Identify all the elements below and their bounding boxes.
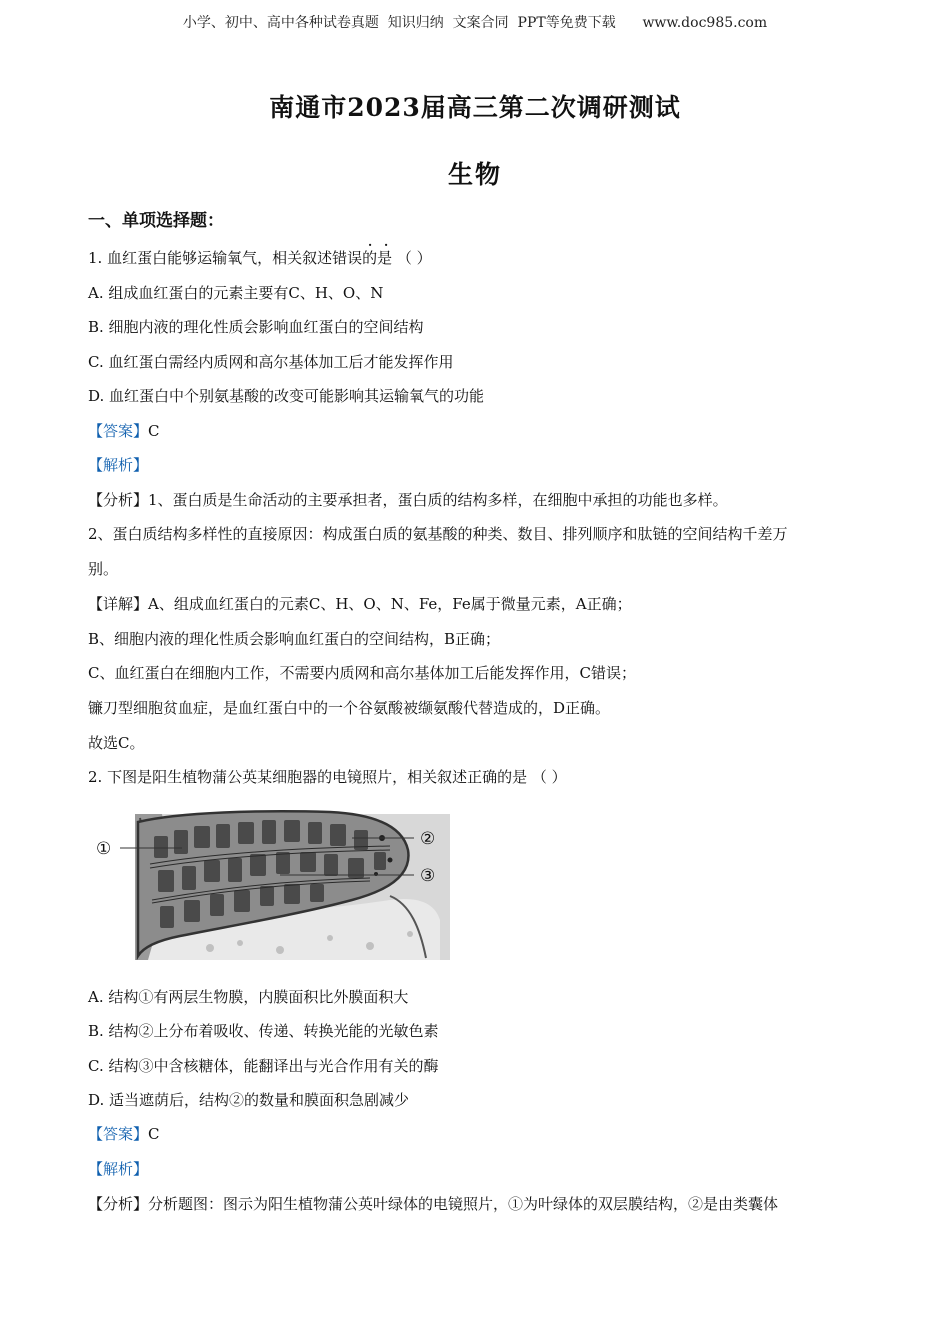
q1-option-c: C. 血红蛋白需经内质网和高尔基体加工后才能发挥作用 [88, 353, 454, 371]
figure-label-1: ① [96, 839, 112, 859]
answer-value: C [148, 1125, 160, 1143]
q2-fenxi-1 [88, 1193, 878, 1215]
q1-fenxi-1 [88, 489, 878, 511]
q1-option-a: A. 组成血红蛋白的元素主要有C、H、O、N [88, 284, 384, 302]
q2-analysis-tag: 【解析】 [88, 1160, 149, 1178]
chloroplast-micrograph [90, 808, 450, 960]
fenxi-tag: 【分析】 [88, 1195, 149, 1213]
q1-xiangjie-2: B、细胞内液的理化性质会影响血红蛋白的空间结构，B正确； [88, 630, 501, 648]
exam-title: 南通市2023届高三第二次调研测试 [269, 93, 681, 122]
fenxi-text: 1、蛋白质是生命活动的主要承担者，蛋白质的结构多样，在细胞中承担的功能也多样。 [148, 491, 728, 509]
q2-option-a: A. 结构①有两层生物膜，内膜面积比外膜面积大 [88, 988, 409, 1006]
q1-xiangjie-4: 镰刀型细胞贫血症，是血红蛋白中的一个谷氨酸被缬氨酸代替造成的，D正确。 [88, 699, 611, 717]
figure-label-3: ③ [420, 866, 436, 886]
q1-xiangjie-3: C、血红蛋白在细胞内工作，不需要内质网和高尔基体加工后能发挥作用，C错误； [88, 664, 636, 682]
q2-option-b: B. 结构②上分布着吸收、传递、转换光能的光敏色素 [88, 1022, 439, 1040]
fenxi-text: 分析题图：图示为阳生植物蒲公英叶绿体的电镜照片，①为叶绿体的双层膜结构，②是由类囊体 [148, 1195, 779, 1213]
q2-option-d: D. 适当遮荫后，结构②的数量和膜面积急剧减少 [88, 1091, 410, 1109]
fenxi-tag: 【分析】 [88, 491, 149, 509]
q1-fenxi-2: 2、蛋白质结构多样性的直接原因：构成蛋白质的氨基酸的种类、数目、排列顺序和肽链的空间结构千差万 [88, 525, 788, 543]
figure-label-2: ② [420, 829, 436, 849]
q2-answer [88, 1123, 878, 1145]
answer-value: C [148, 422, 160, 440]
xiangjie-text: A、组成血红蛋白的元素C、H、O、N、Fe，Fe属于微量元素，A正确； [148, 595, 632, 613]
emphasis-dot: · [368, 238, 373, 252]
q1-fenxi-3: 别。 [88, 560, 119, 578]
q1-option-d: D. 血红蛋白中个别氨基酸的改变可能影响其运输氧气的功能 [88, 387, 485, 405]
page-header: 小学、初中、高中各种试卷真题 知识归纳 文案合同 PPT等免费下载 www.doc985.com [182, 15, 768, 31]
q1-xiangjie-1 [88, 593, 878, 615]
emphasis-dot: · [384, 238, 389, 252]
question-2-stem: 2. 下图是阳生植物蒲公英某细胞器的电镜照片，相关叙述正确的是 （ ） [88, 768, 567, 786]
answer-tag: 【答案】 [88, 1125, 149, 1143]
answer-tag: 【答案】 [88, 422, 149, 440]
q1-option-b: B. 细胞内液的理化性质会影响血红蛋白的空间结构 [88, 318, 424, 336]
section-heading: 一、单项选择题： [88, 211, 224, 231]
q1-analysis-tag: 【解析】 [88, 456, 149, 474]
q2-option-c: C. 结构③中含核糖体，能翻译出与光合作用有关的酶 [88, 1057, 439, 1075]
subject-title: 生物 [447, 160, 502, 189]
question-1-stem: 1. 血红蛋白能够运输氧气，相关叙述错误的是 （ ） [88, 249, 432, 267]
q1-conclusion: 故选C。 [88, 734, 145, 752]
q1-answer [88, 420, 878, 442]
xiangjie-tag: 【详解】 [88, 595, 149, 613]
